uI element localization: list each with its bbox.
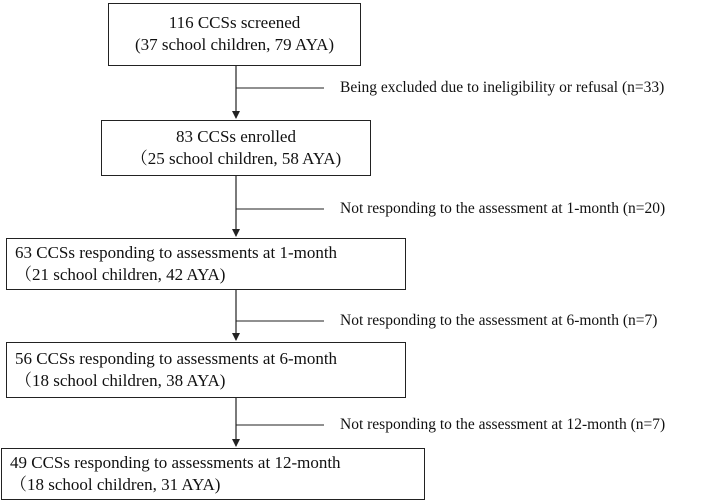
step-2-line1: 83 CCSs enrolled xyxy=(176,127,296,146)
step-box-6-month xyxy=(6,342,406,398)
step-2-line2: （25 school children, 58 AYA) xyxy=(130,149,342,168)
step-4-line2: （18 school children, 38 AYA) xyxy=(15,371,226,390)
step-box-screened xyxy=(108,3,361,66)
step-box-1-month xyxy=(6,238,406,290)
step-3-line1: 63 CCSs responding to assessments at 1-month xyxy=(15,243,338,262)
step-3-line2: （21 school children, 42 AYA) xyxy=(15,265,226,284)
exclusion-note-2: Not responding to the assessment at 1-month (n=20) xyxy=(340,200,666,217)
exclusion-note-3: Not responding to the assessment at 6-month (n=7) xyxy=(340,312,658,329)
exclusion-note-4: Not responding to the assessment at 12-month (n=7) xyxy=(340,416,666,433)
step-box-enrolled xyxy=(101,120,371,176)
step-box-12-month xyxy=(1,448,425,500)
step-5-line2: （18 school children, 31 AYA) xyxy=(10,475,221,494)
step-1-line1: 116 CCSs screened xyxy=(168,13,301,32)
step-1-line2: (37 school children, 79 AYA) xyxy=(134,35,335,54)
step-4-line1: 56 CCSs responding to assessments at 6-month xyxy=(15,349,338,368)
step-5-line1: 49 CCSs responding to assessments at 12-month xyxy=(10,453,341,472)
exclusion-note-1: Being excluded due to ineligibility or refusal (n=33) xyxy=(340,79,665,96)
